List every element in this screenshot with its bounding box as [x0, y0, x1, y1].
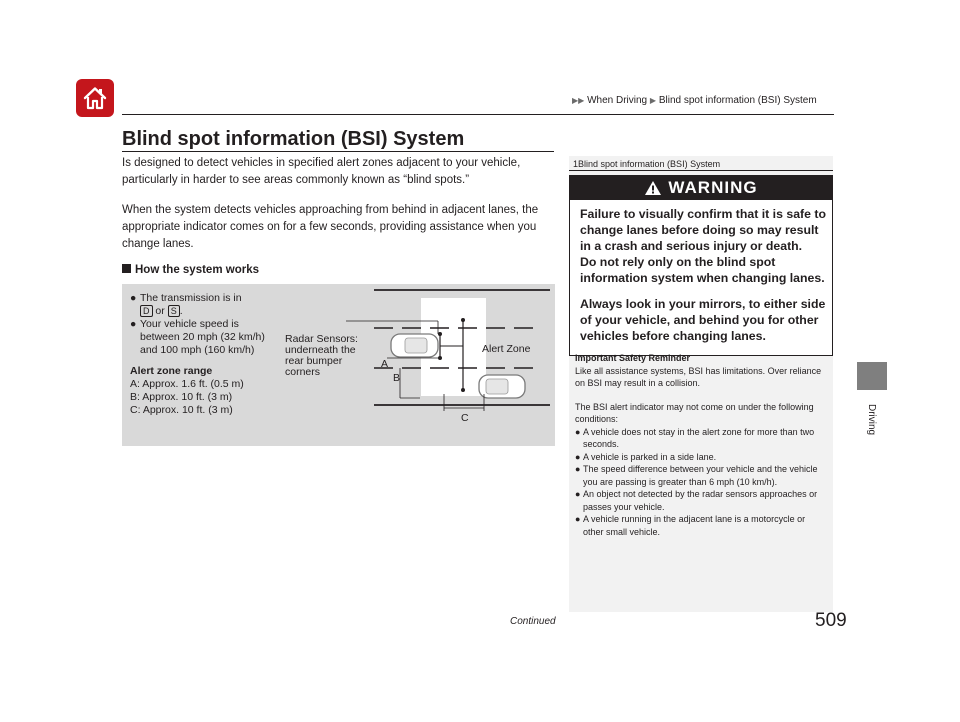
list-item: ● The transmission is in D or S . — [130, 292, 242, 317]
breadcrumb-item[interactable]: Blind spot information (BSI) System — [658, 95, 817, 106]
reference-icon: 1 — [573, 159, 579, 169]
section-tab-label: Driving — [866, 404, 877, 436]
warning-text: Failure to visually confirm that it is safe to change lanes before doing so may result in a crash and serious injury or death. Do not rely only on the blind spot information system when changing lanes. Always look in your mirrors, to either side of your vehicle, and behind you for other vehicles before changing lanes. — [580, 207, 826, 343]
triangle-right-icon: ▶ — [649, 96, 657, 105]
gear-d-indicator: D — [140, 305, 153, 317]
continued-label: Continued — [510, 616, 556, 627]
warning-box — [569, 175, 833, 356]
zone-range-title: Alert zone range — [130, 365, 213, 377]
home-button[interactable] — [76, 79, 114, 117]
home-icon — [81, 85, 109, 111]
radar-label: Radar Sensors: underneath the rear bumper corners — [285, 333, 358, 378]
dimension-c-label: C — [461, 412, 469, 424]
list-item: ● An object not detected by the radar sensors approaches or passes your vehicle. — [575, 489, 818, 512]
list-item: ● Your vehicle speed is between 20 mph (32 km/h) and 100 mph (160 km/h) — [130, 318, 265, 356]
warning-header: WARNING — [570, 176, 832, 200]
sidebar-panel — [569, 156, 833, 612]
approaching-vehicle-icon — [479, 375, 525, 398]
sidebar-body — [575, 352, 825, 538]
diagram-conditions — [130, 292, 276, 417]
alert-zone-label: Alert Zone — [482, 343, 531, 355]
warning-triangle-icon — [644, 180, 662, 196]
page-title: Blind spot information (BSI) System — [122, 128, 465, 150]
alert-zone-illustration — [280, 284, 555, 446]
page-number: 509 — [815, 610, 847, 631]
list-item: ● The speed difference between your vehicle and the vehicle you are passing is greater than 6 mph (10 km/h). — [575, 464, 818, 487]
triangle-right-icon: ▶▶ — [572, 96, 585, 105]
own-vehicle-icon — [391, 334, 438, 357]
section-tab[interactable] — [857, 362, 887, 390]
title-divider — [122, 151, 554, 152]
dimension-b-label: B — [393, 372, 401, 384]
list-item: ● A vehicle is parked in a side lane. — [575, 451, 717, 462]
zone-range-a: A: Approx. 1.6 ft. (0.5 m) — [130, 378, 244, 390]
bsi-diagram — [122, 284, 555, 446]
zone-range-c: C: Approx. 10 ft. (3 m) — [130, 404, 233, 416]
breadcrumb — [572, 95, 817, 106]
sidebar-title: 1Blind spot information (BSI) System — [573, 159, 721, 169]
zone-range-b: B: Approx. 10 ft. (3 m) — [130, 391, 233, 403]
section-heading: How the system works — [122, 264, 259, 276]
gear-s-indicator: S — [168, 305, 180, 317]
breadcrumb-item[interactable]: When Driving — [587, 95, 648, 106]
reminder-text: Like all assistance systems, BSI has limitations. Over reliance on BSI may result in a collision. — [575, 365, 822, 388]
sidebar-divider — [569, 170, 833, 171]
intro-paragraph: When the system detects vehicles approaching from behind in adjacent lanes, the appropriate indicator comes on for a few seconds, providing assistance when you change lanes. — [122, 204, 539, 250]
list-item: ● A vehicle running in the adjacent lane is a motorcycle or other small vehicle. — [575, 514, 806, 537]
header-divider — [122, 114, 834, 115]
dimension-a-label: A — [381, 358, 389, 370]
list-item: ● A vehicle does not stay in the alert zone for more than two seconds. — [575, 426, 815, 449]
conditions-intro: The BSI alert indicator may not come on under the following conditions: — [575, 401, 814, 424]
intro-paragraph: Is designed to detect vehicles in specified alert zones adjacent to your vehicle, particularly in harder to see areas commonly known as “blind spots.” — [122, 157, 521, 186]
reminder-heading: Important Safety Reminder — [575, 353, 691, 363]
square-bullet-icon — [122, 264, 131, 273]
